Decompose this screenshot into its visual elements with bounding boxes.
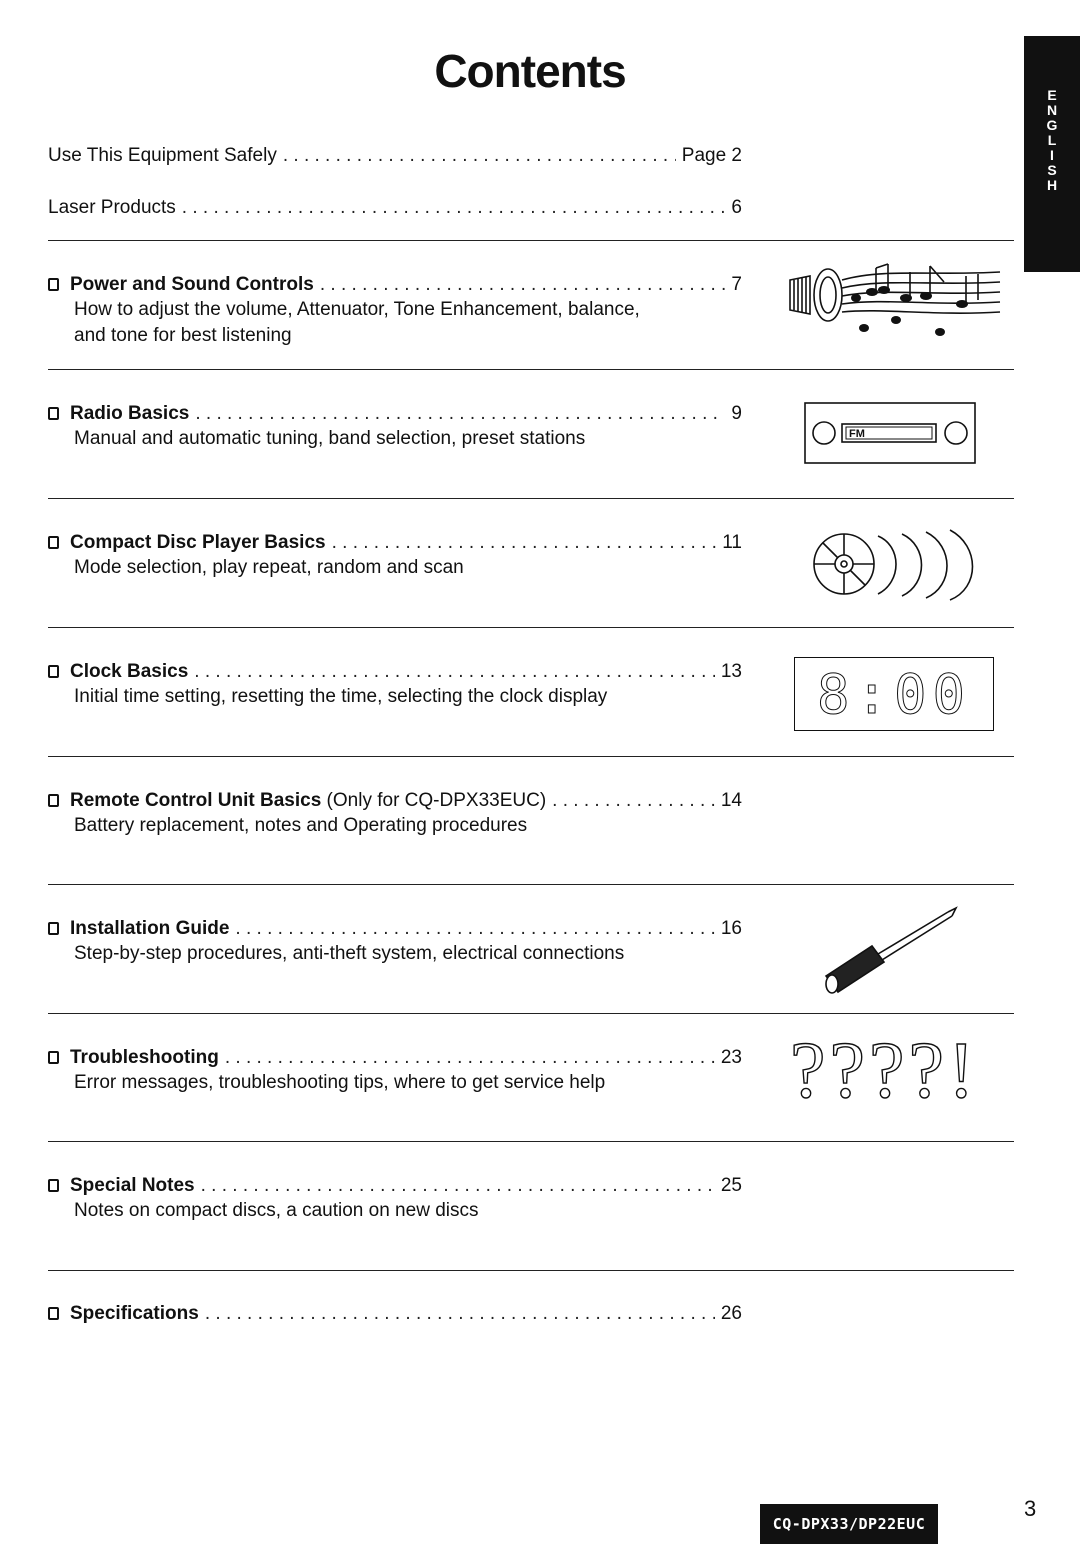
section-divider — [48, 884, 1014, 885]
toc-section-page: 9 — [731, 403, 742, 424]
toc-section-title: Clock Basics — [70, 661, 189, 682]
checkbox-icon — [48, 922, 59, 935]
section-divider — [48, 498, 1014, 499]
section-divider — [48, 627, 1014, 628]
toc-entry-label: Laser Products — [48, 197, 176, 218]
toc-section-note: (Only for CQ-DPX33EUC) — [326, 790, 547, 811]
toc-section-compact-disc[interactable] — [48, 532, 742, 554]
section-divider — [48, 240, 1014, 241]
toc-section-troubleshooting[interactable] — [48, 1047, 742, 1069]
leader-dots — [195, 403, 725, 425]
car-radio-icon — [804, 402, 976, 464]
toc-section-clock[interactable] — [48, 661, 742, 683]
page-title: Contents — [434, 45, 626, 97]
checkbox-icon — [48, 1051, 59, 1064]
toc-section-title: Power and Sound Controls — [70, 274, 314, 295]
language-tab — [1024, 36, 1080, 272]
checkbox-icon — [48, 278, 59, 291]
toc-section-description — [74, 1198, 754, 1224]
toc-section-description — [74, 426, 754, 452]
leader-dots — [205, 1303, 715, 1325]
page-number: 3 — [1024, 1496, 1037, 1521]
toc-section-title: Installation Guide — [70, 918, 230, 939]
description-line: Step-by-step procedures, anti-theft system, electrical connections — [74, 943, 625, 964]
toc-section-description — [74, 684, 754, 710]
toc-section-page: 7 — [731, 274, 742, 295]
toc-section-title: Specifications — [70, 1303, 199, 1324]
leader-dots — [332, 532, 717, 554]
checkbox-icon — [48, 536, 59, 549]
section-divider — [48, 1141, 1014, 1142]
description-line: Battery replacement, notes and Operating procedures — [74, 815, 528, 836]
description-line: Initial time setting, resetting the time, selecting the clock display — [74, 686, 608, 707]
toc-section-page: 16 — [720, 918, 742, 939]
checkbox-icon — [48, 407, 59, 420]
toc-section-description — [74, 297, 754, 349]
clock-display — [794, 657, 994, 731]
description-line: and tone for best listening — [74, 325, 292, 346]
description-line: Mode selection, play repeat, random and scan — [74, 557, 464, 578]
radio-band-label: FM — [849, 428, 865, 440]
question-marks-icon — [790, 1026, 990, 1116]
language-letter: S — [1047, 162, 1057, 178]
toc-section-specifications[interactable] — [48, 1303, 742, 1325]
leader-dots — [552, 790, 715, 812]
language-letter: L — [1047, 132, 1057, 148]
toc-section-special-notes[interactable] — [48, 1175, 742, 1197]
toc-section-page: 11 — [722, 532, 742, 553]
model-badge: CQ-DPX33/DP22EUC — [760, 1504, 938, 1544]
leader-dots — [235, 918, 714, 940]
language-letter: G — [1046, 117, 1058, 133]
toc-section-title: Compact Disc Player Basics — [70, 532, 326, 553]
screwdriver-icon — [818, 904, 960, 1000]
toc-entry-safety[interactable] — [48, 145, 742, 167]
toc-section-title: Radio Basics — [70, 403, 190, 424]
description-line: How to adjust the volume, Attenuator, Tone Enhancement, balance, — [74, 299, 640, 320]
language-letter: H — [1046, 177, 1058, 193]
compact-disc-icon — [812, 526, 988, 602]
toc-section-page: 25 — [720, 1175, 742, 1196]
toc-section-description — [74, 813, 754, 839]
leader-dots — [201, 1175, 715, 1197]
description-line: Notes on compact discs, a caution on new discs — [74, 1200, 479, 1221]
leader-dots — [182, 197, 726, 219]
toc-section-description — [74, 941, 754, 967]
toc-section-installation[interactable] — [48, 918, 742, 940]
description-line: Error messages, troubleshooting tips, where to get service help — [74, 1072, 606, 1093]
troubleshooting-marks: ????! — [790, 1027, 979, 1115]
toc-section-page: 26 — [720, 1303, 742, 1324]
toc-section-title: Special Notes — [70, 1175, 195, 1196]
section-divider — [48, 1270, 1014, 1271]
toc-section-description — [74, 1070, 754, 1096]
toc-section-title: Remote Control Unit Basics — [70, 790, 322, 811]
language-letter: E — [1047, 87, 1057, 103]
leader-dots — [320, 274, 726, 296]
section-divider — [48, 369, 1014, 370]
leader-dots — [225, 1047, 715, 1069]
leader-dots — [283, 145, 676, 167]
toc-section-description — [74, 555, 754, 581]
toc-section-page: 13 — [720, 661, 742, 682]
toc-section-page: 14 — [720, 790, 742, 811]
checkbox-icon — [48, 665, 59, 678]
toc-section-power-sound[interactable] — [48, 274, 742, 296]
toc-entry-page: 6 — [731, 197, 742, 218]
toc-entry-label: Use This Equipment Safely — [48, 145, 277, 166]
language-letter: N — [1046, 102, 1058, 118]
speaker-music-notes-icon — [784, 258, 1010, 342]
toc-section-title: Troubleshooting — [70, 1047, 219, 1068]
section-divider — [48, 1013, 1014, 1014]
language-letter: I — [1050, 147, 1054, 163]
description-line: Manual and automatic tuning, band selection, preset stations — [74, 428, 586, 449]
toc-section-radio[interactable] — [48, 403, 742, 425]
toc-entry-page: Page 2 — [681, 145, 742, 166]
toc-section-page: 23 — [720, 1047, 742, 1068]
toc-section-remote-control[interactable] — [48, 790, 742, 812]
toc-entry-laser[interactable] — [48, 197, 742, 219]
clock-time-readout: 8:00 — [816, 662, 972, 726]
section-divider — [48, 756, 1014, 757]
leader-dots — [194, 661, 715, 683]
checkbox-icon — [48, 794, 59, 807]
checkbox-icon — [48, 1307, 59, 1320]
checkbox-icon — [48, 1179, 59, 1192]
